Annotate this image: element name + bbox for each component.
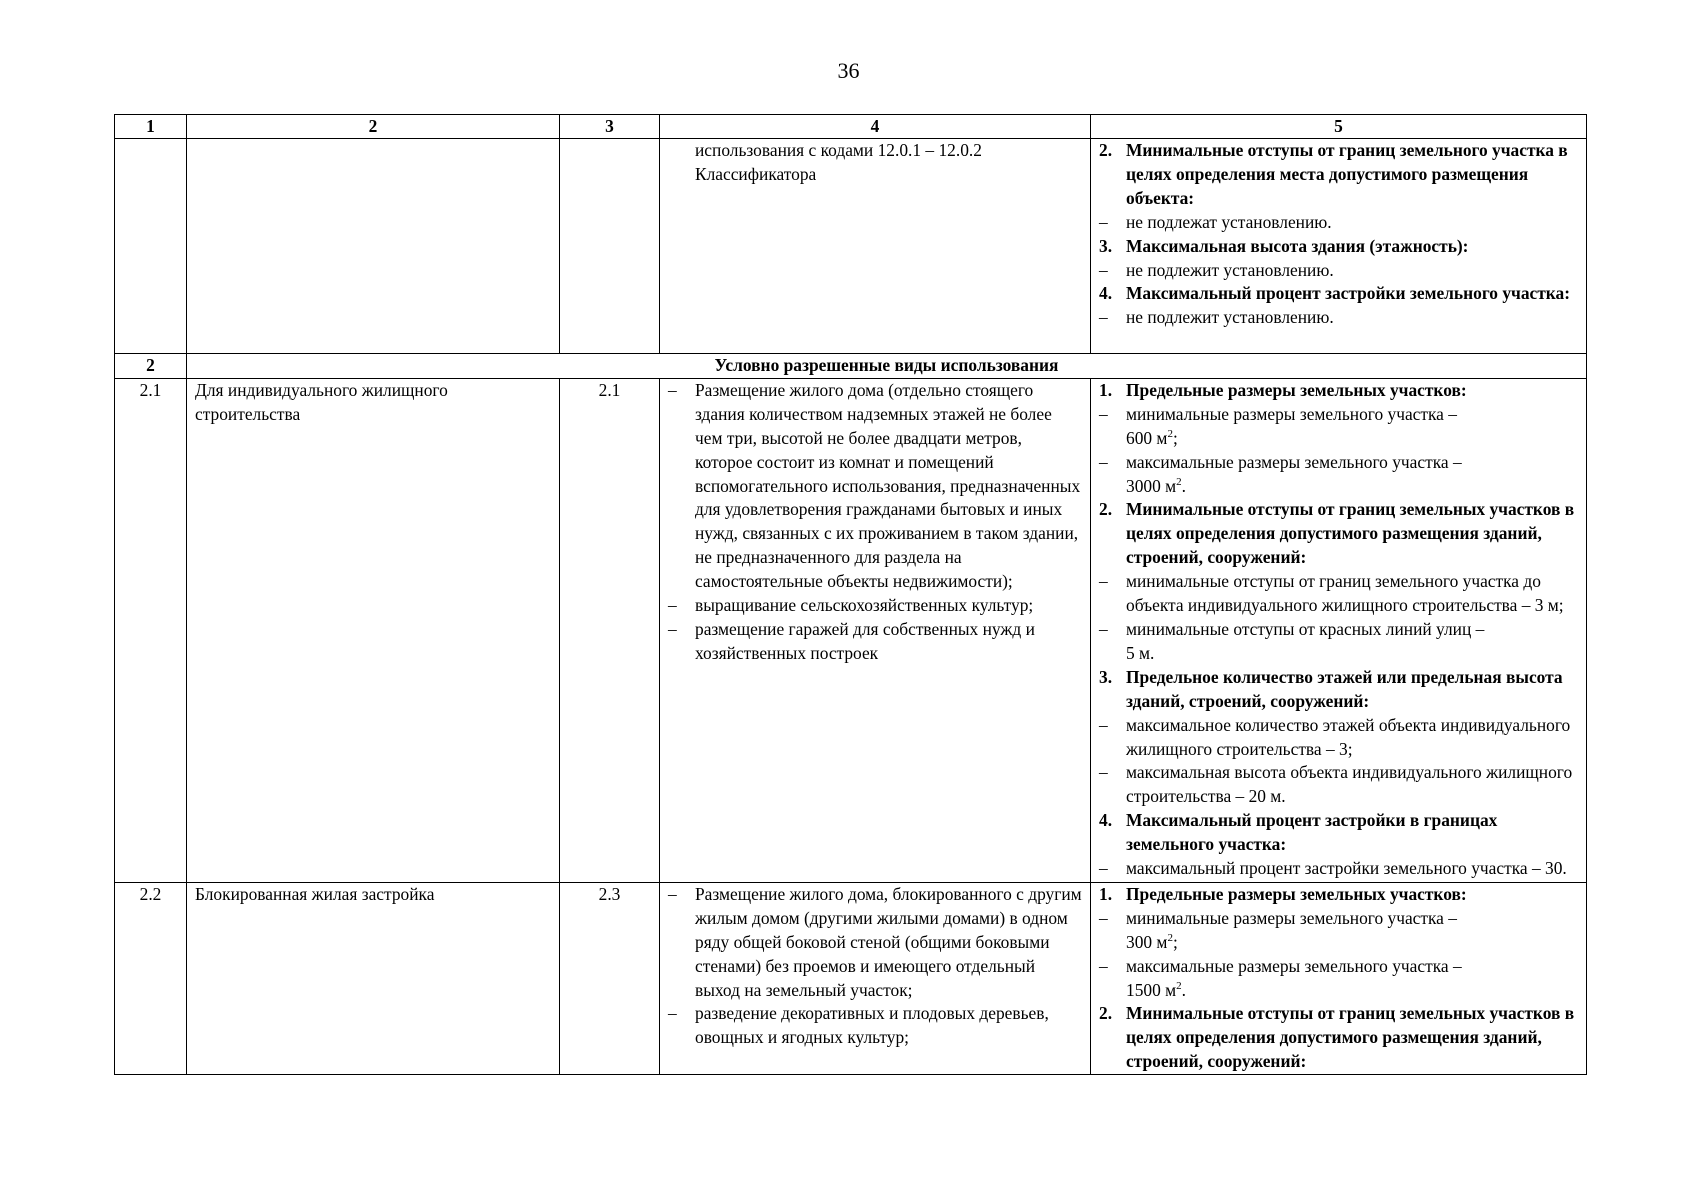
- header-cell-1: 1: [115, 115, 187, 139]
- list-marker: –: [668, 595, 677, 616]
- cell-description: [660, 378, 1091, 882]
- list-marker: –: [1099, 307, 1108, 328]
- list-marker: 1.: [1099, 883, 1113, 904]
- list-item: [1099, 403, 1578, 427]
- list-text: 5 м.: [1126, 642, 1155, 663]
- list-marker: 2.: [1099, 1003, 1113, 1024]
- cell-description: [660, 139, 1091, 354]
- list-text: разведение декоративных и плодовых деревьев, овощных и ягодных культур;: [695, 1003, 1049, 1048]
- cell-num: 2.2: [115, 882, 187, 1074]
- list-text: минимальные отступы от красных линий улиц –: [1126, 618, 1485, 639]
- list-item: [1099, 427, 1578, 451]
- header-cell-2: 2: [187, 115, 560, 139]
- list-marker: 4.: [1099, 283, 1113, 304]
- list-item: [1099, 306, 1578, 330]
- unit-superscript: 2: [1176, 475, 1182, 488]
- list-text: минимальные размеры земельного участка –: [1126, 907, 1457, 928]
- list-item: [1099, 955, 1578, 979]
- list-text: 600 $м^2$;: [1126, 427, 1178, 448]
- list-text: выращивание сельскохозяйственных культур;: [695, 595, 1034, 616]
- list-text: максимальная высота объекта индивидуального жилищного строительства – 20 м.: [1126, 762, 1573, 807]
- table-header-row: [115, 115, 1587, 139]
- list-item: [1099, 907, 1578, 931]
- list-text: не подлежит установлению.: [1126, 307, 1334, 328]
- list-marker: –: [1099, 714, 1108, 735]
- group-title: Условно разрешенные виды использования: [187, 354, 1587, 379]
- list-item: [1099, 979, 1578, 1003]
- list-item: [1099, 379, 1578, 403]
- cell-code: [560, 139, 660, 354]
- list-text: максимальные размеры земельного участка –: [1126, 955, 1462, 976]
- list-marker: 2.: [1099, 499, 1113, 520]
- list-item: [1099, 259, 1578, 283]
- description-line: Классификатора: [695, 163, 817, 184]
- list-item: [668, 883, 1082, 1003]
- list-text: максимальное количество этажей объекта индивидуального жилищного строительства – 3;: [1126, 714, 1571, 759]
- cell-num: [115, 139, 187, 354]
- list-item: [1099, 857, 1578, 881]
- list-item: [1099, 451, 1578, 475]
- list-marker: –: [668, 618, 677, 639]
- cell-code: 2.1: [560, 378, 660, 882]
- list-text: Размещение жилого дома (отдельно стоящего здания количеством надземных этажей не более чем три, высотой не более двадцати метров, которое состоит из комнат и помещений вспомогательного использования, предназначенных для удовлетворения гражданами бытовых и иных нужд, связанных с их проживанием в таком здании, не предназначенного для раздела на самостоятельные объекты недвижимости);: [695, 379, 1081, 592]
- list-item: [1099, 761, 1578, 809]
- list-marker: –: [668, 883, 677, 904]
- list-item: [1099, 139, 1578, 211]
- list-item: [1099, 931, 1578, 955]
- cell-name: [187, 139, 560, 354]
- list-item: [1099, 211, 1578, 235]
- list-text: 300 $м^2$;: [1126, 931, 1178, 952]
- list-text: Размещение жилого дома, блокированного с другим жилым домом (другими жилыми домами) в одном ряду общей боковой стеной (общими боковыми стенами) без проемов и имеющего отдельный выход на земельный участок;: [695, 883, 1082, 1000]
- list-text: Предельные размеры земельных участков:: [1126, 883, 1467, 904]
- list-marker: –: [1099, 259, 1108, 280]
- cell-parameters: [1091, 378, 1587, 882]
- list-text: максимальный процент застройки земельного участка – 30.: [1126, 858, 1567, 879]
- group-row: [115, 354, 1587, 379]
- list-text: максимальные размеры земельного участка –: [1126, 451, 1462, 472]
- table-row-continuation: [115, 139, 1587, 354]
- list-item: [1099, 570, 1578, 618]
- list-text: минимальные размеры земельного участка –: [1126, 403, 1457, 424]
- list-marker: –: [1099, 955, 1108, 976]
- header-cell-4: 4: [660, 115, 1091, 139]
- list-item: [1099, 666, 1578, 714]
- list-marker: –: [1099, 451, 1108, 472]
- cell-name: Блокированная жилая застройка: [187, 882, 560, 1074]
- list-text: размещение гаражей для собственных нужд и хозяйственных построек: [695, 618, 1035, 663]
- list-text: Максимальный процент застройки земельного участка:: [1126, 283, 1571, 304]
- list-marker: 1.: [1099, 379, 1113, 400]
- cell-name: Для индивидуального жилищного строительства: [187, 378, 560, 882]
- list-text: Предельное количество этажей или предельная высота зданий, строений, сооружений:: [1126, 666, 1563, 711]
- cell-parameters: [1091, 882, 1587, 1074]
- description-line: использования с кодами 12.0.1 – 12.0.2: [695, 140, 982, 160]
- list-item: [1099, 235, 1578, 259]
- list-text: Максимальный процент застройки в границах земельного участка:: [1126, 810, 1498, 855]
- list-marker: –: [1099, 907, 1108, 928]
- cell-code: 2.3: [560, 882, 660, 1074]
- list-marker: –: [668, 379, 677, 400]
- list-marker: 2.: [1099, 140, 1113, 160]
- list-text: Минимальные отступы от границ земельного участка в целях определения места допустимого размещения объекта:: [1126, 140, 1568, 208]
- list-text: не подлежит установлению.: [1126, 259, 1334, 280]
- list-item: [668, 618, 1082, 666]
- list-item: [1099, 475, 1578, 499]
- list-text: 3000 $м^2$.: [1126, 475, 1186, 496]
- list-item: [1099, 1002, 1578, 1074]
- list-marker: 3.: [1099, 235, 1113, 256]
- list-item: [1099, 618, 1578, 642]
- list-marker: 4.: [1099, 810, 1113, 831]
- list-item: [668, 594, 1082, 618]
- list-item: [668, 379, 1082, 594]
- list-item: [1099, 883, 1578, 907]
- list-item: [1099, 642, 1578, 666]
- list-marker: –: [1099, 618, 1108, 639]
- list-text: Максимальная высота здания (этажность):: [1126, 235, 1469, 256]
- list-item: [668, 1002, 1082, 1050]
- list-text: Минимальные отступы от границ земельных участков в целях определения допустимого размещения зданий, строений, сооружений:: [1126, 1003, 1575, 1072]
- list-item: [1099, 498, 1578, 570]
- list-marker: –: [1099, 571, 1108, 592]
- page-number: 36: [837, 58, 860, 83]
- list-text: не подлежат установлению.: [1126, 211, 1332, 232]
- list-item: [1099, 282, 1578, 306]
- list-item: [1099, 809, 1578, 857]
- list-marker: –: [1099, 403, 1108, 424]
- cell-num: 2.1: [115, 378, 187, 882]
- cell-description: [660, 882, 1091, 1074]
- list-marker: –: [1099, 211, 1108, 232]
- header-cell-5: 5: [1091, 115, 1587, 139]
- unit-superscript: 2: [1167, 427, 1173, 440]
- list-text: Минимальные отступы от границ земельных участков в целях определения допустимого размещения зданий, строений, сооружений:: [1126, 499, 1575, 568]
- table-row-2-1: [115, 378, 1587, 882]
- unit-superscript: 2: [1176, 979, 1182, 992]
- list-text: минимальные отступы от границ земельного участка до объекта индивидуального жилищного строительства – 3 м;: [1126, 571, 1564, 616]
- list-marker: –: [1099, 858, 1108, 879]
- cell-parameters: [1091, 139, 1587, 354]
- zoning-regulations-table: [114, 114, 1587, 1075]
- list-text: 1500 $м^2$.: [1126, 979, 1186, 1000]
- header-cell-3: 3: [560, 115, 660, 139]
- list-marker: –: [1099, 762, 1108, 783]
- table-row-2-2: [115, 882, 1587, 1074]
- unit-superscript: 2: [1167, 931, 1173, 944]
- group-number: 2: [115, 354, 187, 379]
- list-marker: 3.: [1099, 666, 1113, 687]
- list-text: Предельные размеры земельных участков:: [1126, 379, 1467, 400]
- list-marker: –: [668, 1003, 677, 1024]
- list-item: [1099, 714, 1578, 762]
